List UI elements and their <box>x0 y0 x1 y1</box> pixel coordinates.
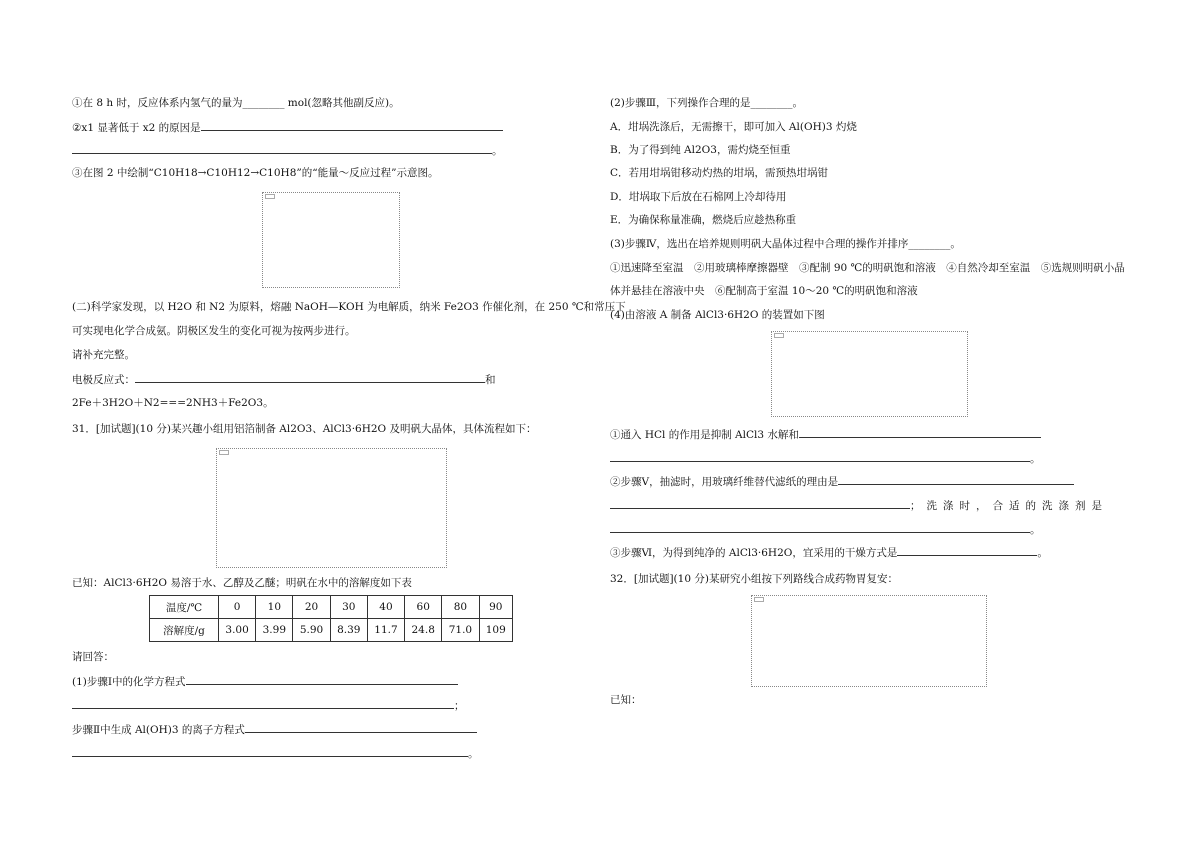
question-heading-31: 31．[加试题](10 分)某兴趣小组用铝箔制备 Al2O3、AlCl3·6H2O 及明矾大晶体，具体流程如下： <box>72 423 537 435</box>
answer-blank[interactable] <box>72 143 492 154</box>
paragraph-line: (二)科学家发现，以 H2O 和 N2 为原料，熔融 NaOH—KOH 为电解质，纳米 Fe2O3 作催化剂，在 250 ℃和常压下 <box>72 301 626 313</box>
question-line: ③在图 2 中绘制“C10H18→C10H12→C10H8”的“能量～反应过程”示意图。 <box>72 167 439 179</box>
option-d: D．坩埚取下后放在石棉网上冷却待用 <box>610 191 787 203</box>
answer-blank[interactable] <box>72 698 454 709</box>
answer-blank[interactable] <box>135 372 485 383</box>
equation-line: 2Fe＋3H2O＋N2===2NH3＋Fe2O3。 <box>72 397 274 409</box>
table-cell: 80 <box>442 596 479 619</box>
paragraph-line: 请补充完整。 <box>72 349 135 361</box>
question-line: ③步骤Ⅵ，为得到纯净的 AlCl3·6H2O，宜采用的干燥方式是 。 <box>610 547 1048 559</box>
question-line: (2)步骤Ⅲ，下列操作合理的是________。 <box>610 97 803 109</box>
question-line: ②x1 显著低于 x2 的原因是 <box>72 120 503 135</box>
paragraph-line: 已知： <box>610 694 642 706</box>
figure-placeholder-flowchart <box>216 448 447 568</box>
figure-placeholder-synthesis <box>751 595 987 687</box>
table-cell: 0 <box>219 596 256 619</box>
table-cell: 11.7 <box>367 619 404 642</box>
table-cell: 20 <box>293 596 330 619</box>
question-line: ； <box>72 698 465 713</box>
paragraph-line: 已知：AlCl3·6H2O 易溶于水、乙醇及乙醚；明矾在水中的溶解度如下表 <box>72 577 412 589</box>
answer-blank[interactable] <box>186 674 458 685</box>
answer-blank[interactable] <box>610 451 1030 462</box>
option-b: B．为了得到纯 Al2O3，需灼烧至恒重 <box>610 144 791 156</box>
answer-blank[interactable] <box>897 545 1037 556</box>
table-cell: 8.39 <box>330 619 367 642</box>
paragraph-line: 体并悬挂在溶液中央 ⑥配制高于室温 10～20 ℃的明矾饱和溶液 <box>610 285 918 297</box>
question-line: 步骤Ⅱ中生成 Al(OH)3 的离子方程式 <box>72 722 477 737</box>
table-cell: 温度/℃ <box>150 596 219 619</box>
figure-placeholder-apparatus <box>771 331 968 417</box>
question-line: ①在 8 h 时，反应体系内氢气的量为________ mol(忽略其他副反应)。 <box>72 97 400 109</box>
question-line: ②步骤Ⅴ，抽滤时，用玻璃纤维替代滤纸的理由是 <box>610 474 1074 489</box>
table-cell: 60 <box>405 596 442 619</box>
question-line: 。 <box>610 451 1041 466</box>
table-cell: 40 <box>367 596 404 619</box>
question-line: ；洗涤时，合适的洗涤剂是 <box>610 498 1108 513</box>
table-cell: 溶解度/g <box>150 619 219 642</box>
answer-blank[interactable] <box>72 746 468 757</box>
table-row <box>150 596 513 619</box>
option-e: E．为确保称量准确，燃烧后应趁热称重 <box>610 214 797 226</box>
question-line: (1)步骤Ⅰ中的化学方程式 <box>72 674 458 689</box>
question-line: (3)步骤Ⅳ，选出在培养规则明矾大晶体过程中合理的操作并排序________。 <box>610 238 961 250</box>
question-line: 。 <box>72 143 503 158</box>
answer-blank[interactable] <box>201 120 503 131</box>
table-cell: 109 <box>479 619 512 642</box>
table-cell: 3.00 <box>219 619 256 642</box>
question-line: 。 <box>610 522 1041 537</box>
question-line: ①通入 HCl 的作用是抑制 AlCl3 水解和 <box>610 427 1041 442</box>
option-c: C．若用坩埚钳移动灼热的坩埚，需预热坩埚钳 <box>610 167 829 179</box>
table-cell: 5.90 <box>293 619 330 642</box>
question-heading-32: 32．[加试题](10 分)某研究小组按下列路线合成药物胃复安： <box>610 573 898 585</box>
answer-blank[interactable] <box>610 498 910 509</box>
table-row <box>150 619 513 642</box>
table-cell: 10 <box>256 596 293 619</box>
question-line: 。 <box>72 746 479 761</box>
paragraph-line: 可实现电化学合成氨。阴极区发生的变化可视为按两步进行。 <box>72 325 356 337</box>
option-a: A．坩埚洗涤后，无需擦干，即可加入 Al(OH)3 灼烧 <box>610 121 857 133</box>
table-cell: 71.0 <box>442 619 479 642</box>
table-cell: 3.99 <box>256 619 293 642</box>
answer-blank[interactable] <box>799 427 1041 438</box>
table-cell: 30 <box>330 596 367 619</box>
answer-blank[interactable] <box>610 522 1030 533</box>
solubility-table <box>149 595 513 642</box>
question-line: (4)由溶液 A 制备 AlCl3·6H2O 的装置如下图 <box>610 309 825 321</box>
question-line: 电极反应式： 和 <box>72 374 496 386</box>
paragraph-line: ①迅速降至室温 ②用玻璃棒摩擦器壁 ③配制 90 ℃的明矾饱和溶液 ④自然冷却至室温 ⑤选规则明矾小晶 <box>610 262 1125 274</box>
paragraph-line: 请回答： <box>72 651 114 663</box>
figure-placeholder-energy <box>262 192 400 288</box>
table-cell: 24.8 <box>405 619 442 642</box>
answer-blank[interactable] <box>838 474 1074 485</box>
table-cell: 90 <box>479 596 512 619</box>
answer-blank[interactable] <box>245 722 477 733</box>
